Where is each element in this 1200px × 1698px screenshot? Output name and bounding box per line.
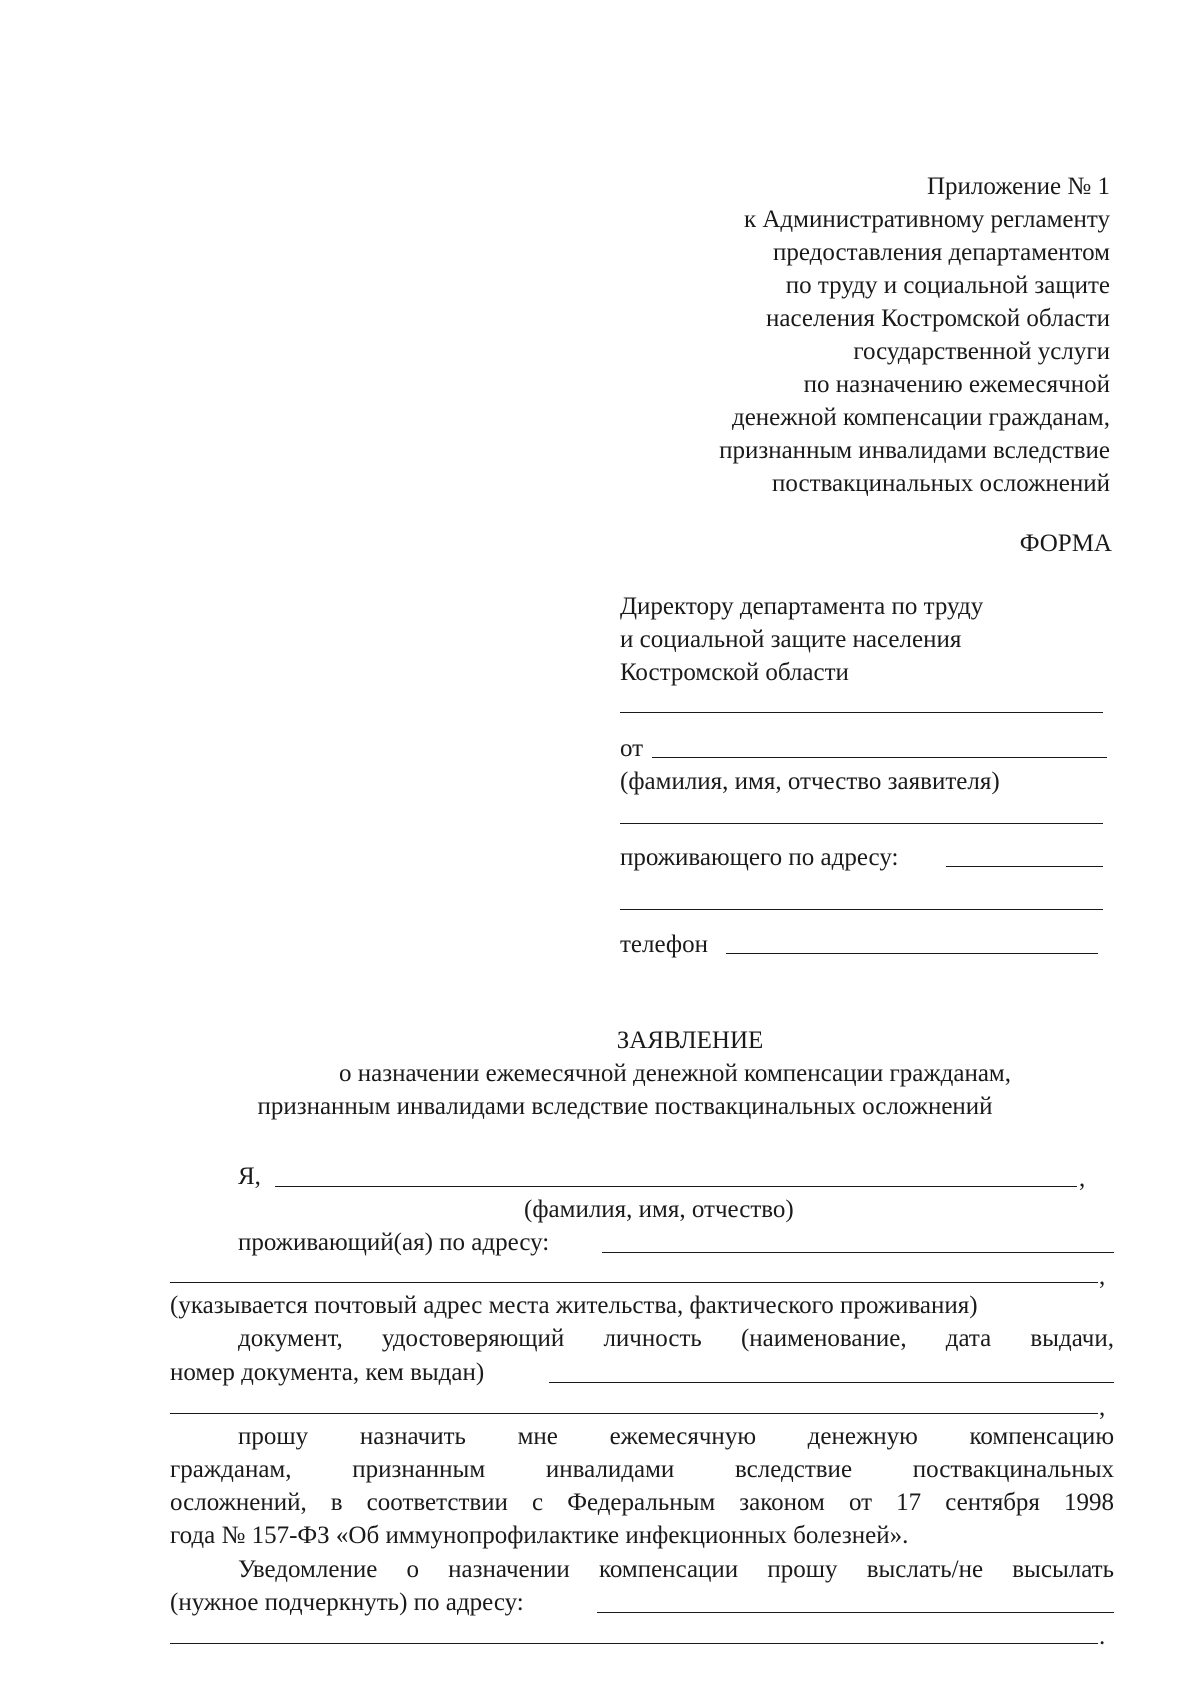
appendix-line: признанным инвалидами вследствие [719, 437, 1110, 464]
comma: , [1099, 1263, 1106, 1290]
appendix-line: Приложение № 1 [926, 173, 1110, 200]
notify-text: (нужное подчеркнуть) по адресу: [170, 1589, 524, 1616]
notify-address-field[interactable] [597, 1586, 1118, 1614]
request-text: гражданам, признанным инвалидами вследствие поствакцинальных [170, 1456, 1114, 1483]
comma: , [1079, 1165, 1086, 1192]
statement-title: ЗАЯВЛЕНИЕ [616, 1027, 764, 1054]
period: . [1099, 1623, 1106, 1650]
comma: , [1099, 1394, 1106, 1421]
identity-document-field[interactable] [549, 1356, 1118, 1384]
identity-document-field-2[interactable] [170, 1387, 1102, 1415]
address-label: проживающего по адресу: [620, 844, 899, 871]
full-name-field[interactable] [275, 1160, 1081, 1188]
phone-label: телефон [620, 931, 708, 958]
addressee-line: и социальной защите населения [620, 626, 962, 653]
address-caption: (указывается почтовый адрес места жительства, фактического проживания) [170, 1292, 978, 1319]
appendix-line: денежной компенсации гражданам, [731, 404, 1110, 431]
residing-address-field-2[interactable] [170, 1256, 1102, 1284]
addressee-line: Костромской области [620, 659, 849, 686]
addressee-extra-field[interactable] [620, 686, 1107, 714]
full-name-caption: (фамилия, имя, отчество) [524, 1196, 794, 1223]
notify-text: Уведомление о назначении компенсации прошу выслать/не высылать [238, 1556, 1114, 1583]
i-label: Я, [238, 1163, 261, 1190]
form-label: ФОРМА [1019, 530, 1112, 557]
request-text: прошу назначить мне ежемесячную денежную компенсацию [238, 1423, 1114, 1450]
applicant-address-field-2[interactable] [620, 883, 1107, 911]
statement-heading [120, 1024, 1200, 1123]
applicant-address-field[interactable] [946, 840, 1107, 868]
from-label: от [620, 735, 644, 762]
appendix-line: по труду и социальной защите [785, 272, 1110, 299]
addressee-line: Директору департамента по труду [620, 593, 984, 620]
document-line: документ, удостоверяющий личность (наименование, дата выдачи, [238, 1325, 1114, 1352]
appendix-line: к Административному регламенту [743, 206, 1110, 233]
request-text: года № 157-ФЗ «Об иммунопрофилактике инфекционных болезней». [170, 1522, 909, 1549]
notify-address-field-2[interactable] [170, 1617, 1102, 1645]
request-text: осложнений, в соответствии с Федеральным законом от 17 сентября 1998 [170, 1489, 1114, 1516]
document-line: номер документа, кем выдан) [170, 1359, 485, 1386]
appendix-line: поствакцинальных осложнений [772, 470, 1110, 497]
phone-field[interactable] [726, 927, 1102, 955]
residing-label: проживающий(ая) по адресу: [238, 1229, 550, 1256]
addressee-block [620, 590, 1100, 689]
appendix-line: по назначению ежемесячной [803, 371, 1110, 398]
appendix-block [550, 170, 1110, 500]
appendix-line: государственной услуги [853, 338, 1110, 365]
from-caption: (фамилия, имя, отчество заявителя) [620, 768, 1000, 795]
appendix-line: населения Костромской области [766, 305, 1110, 332]
residing-address-field[interactable] [602, 1226, 1118, 1254]
statement-subtitle: признанным инвалидами вследствие поствакцинальных осложнений [257, 1093, 993, 1120]
statement-subtitle: о назначении ежемесячной денежной компенсации гражданам, [339, 1060, 1011, 1087]
applicant-name-field[interactable] [652, 731, 1111, 759]
appendix-line: предоставления департаментом [773, 239, 1110, 266]
applicant-name-field-2[interactable] [620, 797, 1107, 825]
